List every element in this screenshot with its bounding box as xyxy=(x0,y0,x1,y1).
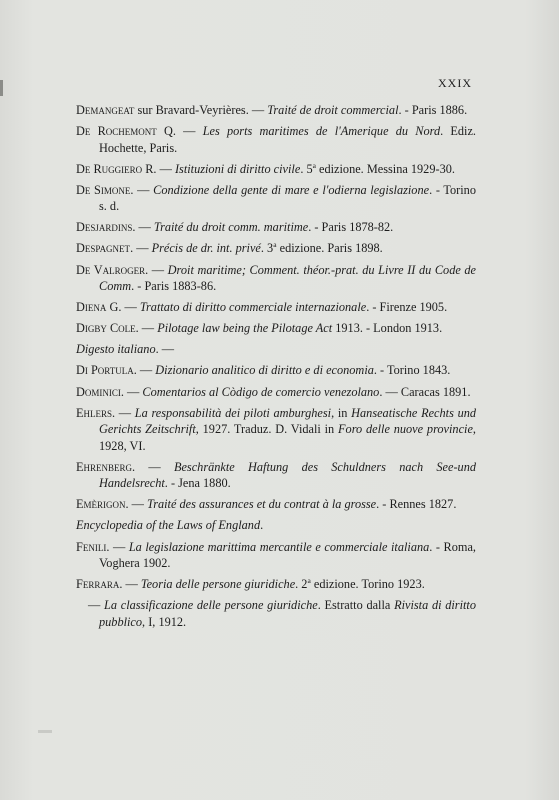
entry-author: Fenili xyxy=(76,539,107,554)
entry-separator: . — xyxy=(125,497,148,512)
entry-details: . 2 xyxy=(295,577,308,592)
entry-details: 1913. - London 1913. xyxy=(332,321,443,336)
binding-mark xyxy=(0,80,3,96)
entry-title: La responsabilità dei piloti amburghesi xyxy=(134,405,332,420)
entry-author: Diena xyxy=(76,300,107,315)
entry-author: Demangeat xyxy=(76,103,135,117)
entry-superscript: a xyxy=(307,576,311,585)
entry-separator: . — xyxy=(106,539,129,554)
entry-separator: . — xyxy=(130,241,152,256)
entry-title: Istituzioni di diritto civile xyxy=(174,161,301,176)
entry-superscript: a xyxy=(312,160,316,170)
entry-details: . - Paris 1883-86. xyxy=(131,279,217,294)
entry-separator: . — xyxy=(132,220,154,235)
entry-details: . - Rennes 1827. xyxy=(376,497,457,512)
entry-details: , in xyxy=(331,405,352,420)
entry-title: Précis de dr. int. privé xyxy=(151,241,261,256)
entry-author: Digby Cole xyxy=(76,321,136,336)
bibliography-entry xyxy=(76,362,476,379)
entry-title: Traité de droit commercial xyxy=(267,103,399,117)
entry-details-secondary: edizione. Paris 1898. xyxy=(276,241,383,256)
bibliography-entry xyxy=(76,496,476,513)
entry-title-secondary: Rivista di diritto pubblico xyxy=(99,598,476,629)
bibliography-entry xyxy=(76,219,476,236)
entry-details: . - Jena 1880. xyxy=(164,476,231,491)
entry-title: Encyclopedia of the Laws of England xyxy=(76,518,261,533)
entry-title: Traité du droit comm. maritime xyxy=(153,220,309,235)
entry-author: Desjardins xyxy=(76,220,133,235)
entry-separator: Q. — xyxy=(156,124,203,139)
entry-separator: sur Bravard-Veyrières. — xyxy=(134,103,268,117)
entry-author: Ehlers xyxy=(76,405,113,420)
entry-details-secondary: , I, 1912. xyxy=(142,614,187,629)
entry-author: Di Portula xyxy=(76,363,134,378)
entry-details: . - Paris 1886. xyxy=(398,103,468,117)
entry-details: . - Torino 1843. xyxy=(373,363,451,378)
entry-title: Les ports maritimes de l'Amerique du Nord xyxy=(202,124,441,139)
entry-title-secondary: Hanseatische Rechts und Gerichts Zeitschrift xyxy=(99,405,477,437)
entry-details: . - Firenze 1905. xyxy=(366,300,448,315)
entry-details: . - Paris 1878-82. xyxy=(308,220,394,235)
entry-details: . xyxy=(260,518,264,533)
entry-author: De Valroger xyxy=(76,262,146,277)
entry-title: Droit maritime; Comment. théor.-prat. du Livre II du Code de Comm xyxy=(99,262,476,294)
entry-details: . - Torino s. d. xyxy=(99,182,476,214)
bibliography-entry xyxy=(76,102,476,119)
entry-author: Ehrenberg xyxy=(76,459,133,474)
entry-separator: — xyxy=(88,598,105,613)
entry-title: Digesto italiano xyxy=(76,342,156,357)
entry-author: Despagnet xyxy=(76,241,131,256)
entry-author: Dominici xyxy=(76,384,121,399)
entry-title: Condizione della gente di mare e l'odierna legislazione xyxy=(153,182,430,197)
entry-details: . Ediz. Hochette, Paris. xyxy=(99,124,476,155)
bibliography-entry xyxy=(76,517,476,534)
entry-title: Dizionario analitico di diritto e di economia xyxy=(155,363,374,378)
entry-title: Beschränkte Haftung des Schuldners nach See-und Handelsrecht xyxy=(99,459,476,491)
entry-title: Pilotage law being the Pilotage Act xyxy=(157,321,333,336)
bibliography-entry xyxy=(76,576,476,593)
entry-separator: . — xyxy=(120,384,143,399)
entry-separator: . — xyxy=(130,182,154,197)
entry-details: . — Caracas 1891. xyxy=(379,384,471,399)
page-number: XXIX xyxy=(438,76,472,90)
bibliography-entry xyxy=(76,262,476,295)
bibliography-entry xyxy=(76,539,476,572)
entry-author: De Simone xyxy=(76,182,131,197)
entry-details-secondary: edizione. Messina 1929-30. xyxy=(315,161,455,176)
bibliography-entry xyxy=(76,459,476,492)
entry-details-tertiary: , 1928, VI. xyxy=(99,422,476,453)
entry-title: La classificazione delle persone giuridiche xyxy=(104,598,318,613)
entry-separator: . — xyxy=(133,363,156,378)
bibliography-entry xyxy=(76,299,476,316)
entry-title: Trattato di diritto commerciale internazionale xyxy=(139,300,367,315)
bibliography-entry xyxy=(76,161,476,178)
entry-title: Comentarios al Còdigo de comercio venezolano xyxy=(142,384,380,399)
entry-details: . Estratto dalla xyxy=(317,598,395,613)
bibliography-entry xyxy=(76,182,476,215)
entry-separator: . — xyxy=(112,405,135,420)
entry-separator: . — xyxy=(145,262,168,277)
bibliography-entry xyxy=(76,123,476,156)
entry-separator: G. — xyxy=(106,300,140,315)
entry-details: . - Roma, Voghera 1902. xyxy=(99,539,477,570)
entry-details: . 5 xyxy=(300,161,313,176)
entry-separator: . — xyxy=(132,459,174,474)
entry-author: De Rochemont xyxy=(76,124,157,139)
entry-details-secondary: , 1927. Traduz. D. Vidali in xyxy=(195,422,339,437)
bibliography-entry xyxy=(76,320,476,337)
entry-separator: . — xyxy=(119,577,141,592)
entry-title-tertiary: Foro delle nuove provincie xyxy=(338,422,473,437)
paper-smudge xyxy=(38,730,52,733)
entry-separator: . — xyxy=(135,321,158,336)
entry-title: La legislazione marittima mercantile e commerciale italiana xyxy=(128,539,430,554)
entry-separator: R. — xyxy=(142,161,175,176)
bibliography-entry xyxy=(76,384,476,401)
entry-title: Traité des assurances et du contrat à la grosse xyxy=(147,497,377,512)
entry-author: De Ruggiero xyxy=(76,161,143,176)
entry-author: Emèrigon xyxy=(76,497,126,512)
bibliography-entry xyxy=(76,405,476,455)
bibliography-entry xyxy=(76,341,476,358)
entry-author: Ferrara xyxy=(76,577,120,592)
entry-details: . — xyxy=(155,342,175,357)
entry-title: Teoria delle persone giuridiche xyxy=(140,577,296,592)
entry-details-secondary: edizione. Torino 1923. xyxy=(310,577,425,592)
bibliography-entry xyxy=(76,597,476,630)
entry-superscript: a xyxy=(273,240,277,250)
bibliography-list xyxy=(76,102,476,635)
entry-details: . 3 xyxy=(260,241,274,256)
bibliography-entry xyxy=(76,240,476,257)
